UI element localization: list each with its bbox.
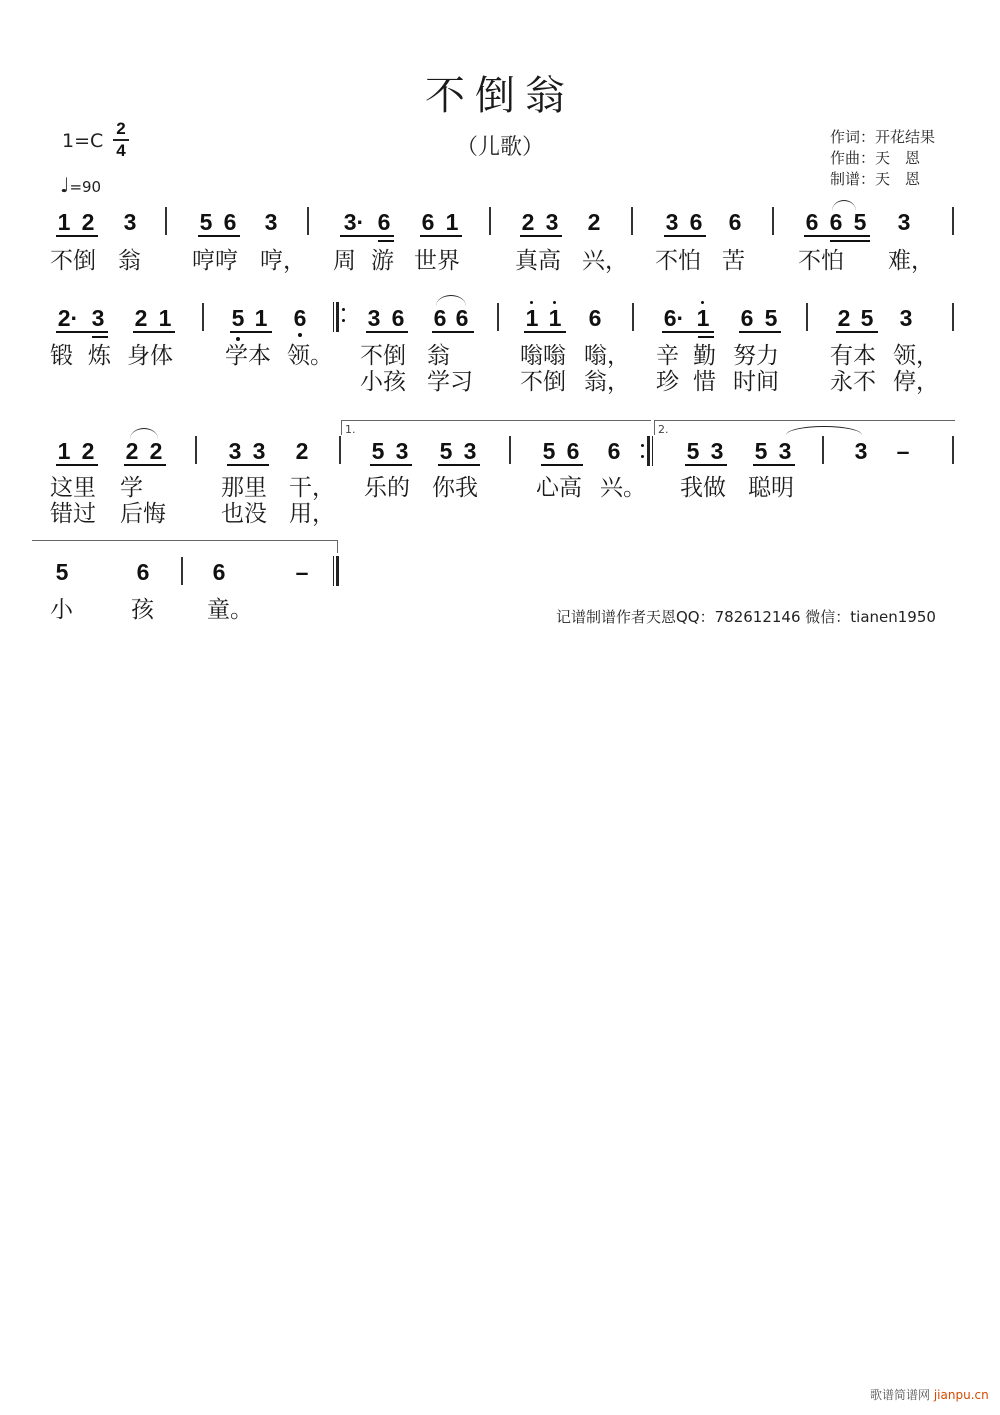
barline — [822, 436, 824, 464]
volta-number-2: 2. — [658, 423, 669, 436]
lyric: 心高 — [536, 475, 582, 501]
volta-bracket-2-continued — [32, 540, 338, 553]
high-octave-dot — [530, 301, 533, 304]
note: 6 — [455, 305, 469, 331]
lyric: 翁 — [427, 343, 450, 369]
repeat-start-barline — [333, 302, 339, 332]
eighth-beam — [664, 235, 706, 237]
eighth-beam — [230, 331, 272, 333]
sixteenth-beam — [92, 336, 108, 338]
eighth-beam — [836, 331, 878, 333]
credit-value: 天 恩 — [875, 170, 921, 188]
eighth-beam — [56, 464, 98, 466]
note: 2 — [521, 209, 535, 235]
lyric-verse-2: 学习 — [427, 369, 473, 395]
note: 2 — [149, 438, 163, 464]
note: 3 — [899, 305, 913, 331]
note: 3 — [91, 305, 105, 331]
barline — [509, 436, 511, 464]
lyric: 你我 — [432, 475, 478, 501]
lyric: 努力 — [733, 343, 779, 369]
repeat-dot — [342, 319, 345, 322]
note: 6 — [136, 559, 150, 585]
barline — [181, 557, 183, 585]
eighth-beam — [56, 331, 108, 333]
note: 1 — [548, 305, 562, 331]
lyric: 不倒 — [50, 248, 96, 274]
credit-composer — [830, 148, 935, 169]
note: 2 — [134, 305, 148, 331]
note: 1 — [158, 305, 172, 331]
note: 6 — [566, 438, 580, 464]
tie — [436, 295, 466, 306]
lyric: 兴， — [582, 248, 628, 274]
lyric: 聪明 — [748, 475, 794, 501]
note: 6 — [223, 209, 237, 235]
eighth-beam — [520, 235, 562, 237]
barline — [165, 207, 167, 235]
volta-number-1: 1. — [345, 423, 356, 436]
note: 5 — [686, 438, 700, 464]
lyric-verse-2: 翁， — [584, 369, 630, 395]
eighth-beam — [133, 331, 175, 333]
note: 1 — [445, 209, 459, 235]
eighth-beam — [227, 464, 269, 466]
note: 3 — [123, 209, 137, 235]
note: 3 — [463, 438, 477, 464]
lyric: 嗡， — [584, 343, 630, 369]
note: 5 — [439, 438, 453, 464]
repeat-end-barline — [647, 436, 653, 466]
lyric: 嗡嗡 — [520, 343, 566, 369]
watermark-text: 歌谱简谱网 — [870, 1388, 931, 1402]
eighth-beam — [662, 331, 714, 333]
eighth-beam — [685, 464, 727, 466]
lyric: 辛 — [656, 343, 679, 369]
lyric-verse-2: 也没 — [221, 501, 267, 527]
tempo-marking — [60, 173, 101, 197]
note: 5 — [860, 305, 874, 331]
eighth-beam — [753, 464, 795, 466]
note: 6 — [377, 209, 391, 235]
lyric: 难， — [888, 248, 934, 274]
eighth-beam — [370, 464, 412, 466]
note: 2 — [81, 438, 95, 464]
lyric: 苦 — [722, 248, 745, 274]
note: 5 — [754, 438, 768, 464]
eighth-beam — [438, 464, 480, 466]
eighth-beam — [739, 331, 781, 333]
credit-value: 开花结果 — [875, 128, 936, 146]
note: 5 — [55, 559, 69, 585]
eighth-beam — [524, 331, 566, 333]
high-octave-dot — [553, 301, 556, 304]
lyric-verse-2: 错过 — [50, 501, 96, 527]
lyric: 不怕 — [655, 248, 701, 274]
eighth-beam — [124, 464, 166, 466]
song-title: 不倒翁 — [425, 73, 575, 119]
lyric-verse-2: 时间 — [733, 369, 779, 395]
lyric-verse-2: 惜 — [693, 369, 716, 395]
lyric: 孩 — [131, 597, 154, 623]
lyric: 学 — [120, 475, 143, 501]
time-signature-top: 2 — [116, 119, 126, 138]
lyric: 哼， — [260, 248, 306, 274]
song-subtitle: （儿歌） — [455, 135, 544, 160]
barline — [202, 303, 204, 331]
time-signature — [113, 120, 129, 160]
note: 5 — [371, 438, 385, 464]
credit-label: 作曲： — [830, 149, 876, 167]
credit-arranger — [830, 169, 935, 190]
tempo-value: =90 — [69, 178, 102, 196]
barline — [952, 303, 954, 331]
barline — [489, 207, 491, 235]
credit-label: 制谱： — [830, 170, 876, 188]
dash-extension: – — [295, 559, 309, 585]
note: 5 — [542, 438, 556, 464]
credit-value: 天 恩 — [875, 149, 921, 167]
lyric: 游 — [371, 248, 394, 274]
repeat-dot — [342, 308, 345, 311]
note: 3 — [252, 438, 266, 464]
lyric: 有本 — [830, 343, 876, 369]
dotted-note: 2· — [57, 305, 79, 331]
lyric-verse-2: 小孩 — [360, 369, 406, 395]
note: 2 — [125, 438, 139, 464]
dash-extension: – — [896, 438, 910, 464]
note: 6 — [728, 209, 742, 235]
eighth-beam — [420, 235, 462, 237]
note: 6 — [421, 209, 435, 235]
lyric-verse-2: 用， — [289, 501, 335, 527]
lyric: 勤 — [693, 343, 716, 369]
note: 1 — [696, 305, 710, 331]
credit-lyricist — [830, 127, 935, 148]
dotted-note: 6· — [663, 305, 685, 331]
barline — [307, 207, 309, 235]
lyric: 兴。 — [600, 475, 646, 501]
low-octave-dot — [236, 337, 240, 341]
eighth-beam — [198, 235, 240, 237]
eighth-beam — [804, 235, 870, 237]
lyric: 锻 — [50, 343, 73, 369]
lyric: 世界 — [414, 248, 460, 274]
lyric: 周 — [333, 248, 356, 274]
lyric: 干， — [289, 475, 335, 501]
note: 5 — [199, 209, 213, 235]
note: 6 — [829, 209, 843, 235]
lyric: 这里 — [50, 475, 96, 501]
note: 3 — [545, 209, 559, 235]
repeat-dot — [641, 444, 644, 447]
time-signature-bottom: 4 — [116, 141, 126, 160]
note: 1 — [254, 305, 268, 331]
lyric: 真高 — [515, 248, 561, 274]
note: 2 — [837, 305, 851, 331]
eighth-beam — [432, 331, 474, 333]
note: 2 — [587, 209, 601, 235]
note: 5 — [853, 209, 867, 235]
note: 6 — [433, 305, 447, 331]
barline — [631, 207, 633, 235]
lyric: 不倒 — [360, 343, 406, 369]
sixteenth-beam — [378, 240, 394, 242]
final-barline — [333, 556, 339, 586]
repeat-dot — [641, 455, 644, 458]
lyric: 哼哼 — [192, 248, 238, 274]
note: 3 — [665, 209, 679, 235]
credit-label: 作词： — [830, 128, 876, 146]
note: 3 — [367, 305, 381, 331]
barline — [497, 303, 499, 331]
lyric: 乐的 — [364, 475, 410, 501]
lyric: 领， — [893, 343, 939, 369]
lyric: 翁 — [118, 248, 141, 274]
lyric: 那里 — [221, 475, 267, 501]
dotted-note: 3· — [343, 209, 365, 235]
lyric: 领。 — [287, 343, 333, 369]
note: 5 — [231, 305, 245, 331]
volta-bracket-1 — [341, 420, 651, 435]
note: 5 — [764, 305, 778, 331]
lyric: 童。 — [207, 597, 253, 623]
note: 3 — [710, 438, 724, 464]
quarter-note-icon: ♩ — [60, 173, 70, 197]
tie — [130, 428, 158, 439]
note: 6 — [740, 305, 754, 331]
sixteenth-beam — [830, 240, 870, 242]
barline — [806, 303, 808, 331]
watermark-site: jianpu.cn — [933, 1388, 989, 1402]
lyric-verse-2: 永不 — [830, 369, 876, 395]
lyric: 学本 — [225, 343, 271, 369]
eighth-beam — [56, 235, 98, 237]
key-signature: 1=C — [62, 130, 104, 152]
note: 6 — [588, 305, 602, 331]
barline — [952, 436, 954, 464]
slur — [832, 200, 856, 211]
note: 1 — [57, 438, 71, 464]
lyric: 身体 — [127, 343, 173, 369]
credits — [830, 127, 935, 190]
barline — [195, 436, 197, 464]
note: 6 — [212, 559, 226, 585]
lyric-verse-2: 后悔 — [120, 501, 166, 527]
lyric: 炼 — [88, 343, 111, 369]
eighth-beam — [340, 235, 394, 237]
lyric-verse-2: 停， — [893, 369, 939, 395]
author-contact-note: 记谱制谱作者天恩QQ：782612146 微信：tianen1950 — [556, 608, 936, 626]
low-octave-dot — [298, 333, 302, 337]
note: 3 — [854, 438, 868, 464]
barline — [952, 207, 954, 235]
note: 6 — [293, 305, 307, 331]
note: 3 — [778, 438, 792, 464]
eighth-beam — [541, 464, 583, 466]
note: 6 — [805, 209, 819, 235]
note: 6 — [391, 305, 405, 331]
note: 1 — [525, 305, 539, 331]
note: 3 — [897, 209, 911, 235]
note: 6 — [607, 438, 621, 464]
site-watermark — [870, 1386, 989, 1403]
lyric-verse-2: 珍 — [656, 369, 679, 395]
note: 6 — [689, 209, 703, 235]
lyric-verse-2: 不倒 — [520, 369, 566, 395]
lyric: 不怕 — [798, 248, 844, 274]
note: 1 — [57, 209, 71, 235]
barline — [772, 207, 774, 235]
lyric: 我做 — [680, 475, 726, 501]
lyric: 小 — [50, 597, 73, 623]
eighth-beam — [366, 331, 408, 333]
barline — [632, 303, 634, 331]
barline — [339, 436, 341, 464]
note: 3 — [228, 438, 242, 464]
note: 2 — [81, 209, 95, 235]
high-octave-dot — [701, 301, 704, 304]
note: 2 — [295, 438, 309, 464]
sixteenth-beam — [698, 336, 714, 338]
note: 3 — [395, 438, 409, 464]
note: 3 — [264, 209, 278, 235]
